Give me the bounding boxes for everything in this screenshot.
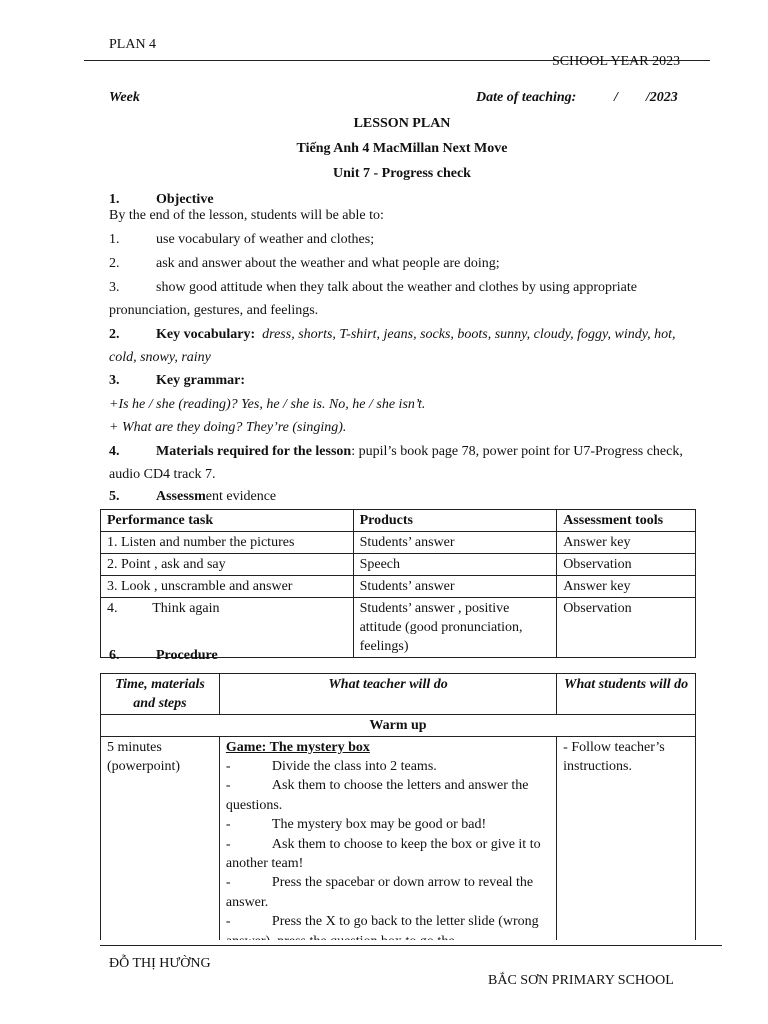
list-item: - Ask them to choose the letters and answer the questions. — [225, 778, 529, 813]
time-cell: 5 minutes (powerpoint) — [101, 737, 220, 952]
title-book: Tiếng Anh 4 MacMillan Next Move — [296, 141, 508, 156]
col-performance-task: Performance task — [101, 510, 354, 532]
list-item: - Ask them to choose to keep the box or give it to another team! — [225, 836, 541, 872]
objective-item-1: 1. use vocabulary of weather and clothes; — [109, 232, 375, 247]
date-label: Date of teaching: — [476, 90, 577, 105]
col-products: Products — [353, 510, 557, 532]
assessment-table — [100, 509, 696, 658]
assessment-heading: 5. Assessment evidence — [109, 489, 277, 504]
header-plan: PLAN 4 — [109, 37, 157, 52]
materials: 4. Materials required for the lesson: pupil’s book page 78, power point for U7-Progress check, audio CD4 track 7. — [109, 444, 683, 482]
objective-intro: By the end of the lesson, students will be able to: — [109, 208, 384, 223]
col-teacher: What teacher will do — [219, 674, 556, 715]
title-lesson-plan: LESSON PLAN — [353, 116, 451, 131]
list-item: - Press the spacebar or down arrow to reveal the answer. — [225, 875, 534, 910]
list-item: - Divide the class into 2 teams. — [225, 759, 437, 774]
students-cell: - Follow teacher’s instructions. — [557, 737, 696, 952]
table-row — [101, 737, 696, 952]
objective-heading: 1. Objective — [109, 192, 214, 207]
objective-item-2: 2. ask and answer about the weather and what people are doing; — [109, 256, 500, 271]
grammar-line-1: +Is he / she (reading)? Yes, he / she is. No, he / she isn’t. — [109, 397, 426, 412]
week-label: Week — [109, 90, 140, 105]
key-grammar-heading: 3. Key grammar: — [109, 373, 246, 388]
list-item: - Press the X to go back to the letter slide (wrong — [225, 914, 539, 930]
teacher-cell — [219, 737, 556, 952]
header-school-year: SCHOOL YEAR 2023 — [552, 54, 681, 69]
footer-school: BẮC SƠN PRIMARY SCHOOL — [488, 973, 674, 988]
date-value: / /2023 — [614, 90, 678, 105]
col-students: What students will do — [557, 674, 696, 715]
title-unit: Unit 7 - Progress check — [333, 166, 471, 181]
footer-rule — [100, 945, 722, 946]
col-time-materials: Time, materials and steps — [101, 674, 220, 715]
col-assessment-tools: Assessment tools — [557, 510, 696, 532]
footer-author: ĐỖ THỊ HƯỜNG — [109, 956, 211, 971]
key-vocabulary: 2. Key vocabulary: dress, shorts, T-shirt, jeans, socks, boots, sunny, cloudy, foggy, windy, hot, cold, snowy, rainy — [109, 327, 676, 365]
grammar-line-2: + What are they doing? They’re (singing). — [109, 420, 347, 435]
procedure-header-row — [101, 674, 696, 715]
game-title: Game: The mystery box — [225, 740, 370, 755]
table-row: 4. Think again Students’ answer , positive attitude (good pronunciation, feelings) Observation — [101, 598, 696, 658]
assessment-header-row — [101, 510, 696, 532]
section-warm-up: Warm up — [101, 715, 696, 737]
table-row: 3. Look , unscramble and answer Students’ answer Answer key — [101, 576, 696, 598]
list-item: - The mystery box may be good or bad! — [225, 817, 487, 833]
procedure-section-row — [101, 715, 696, 737]
objective-item-3: 3. show good attitude when they talk about the weather and clothes by using appropriate pronunciation, gestures, and feelings. — [109, 280, 637, 318]
procedure-table — [100, 673, 696, 952]
table-row: 2. Point , ask and say Speech Observation — [101, 554, 696, 576]
procedure-heading: 6. Procedure — [109, 648, 218, 663]
table-row: 1. Listen and number the pictures Students’ answer Answer key — [101, 532, 696, 554]
